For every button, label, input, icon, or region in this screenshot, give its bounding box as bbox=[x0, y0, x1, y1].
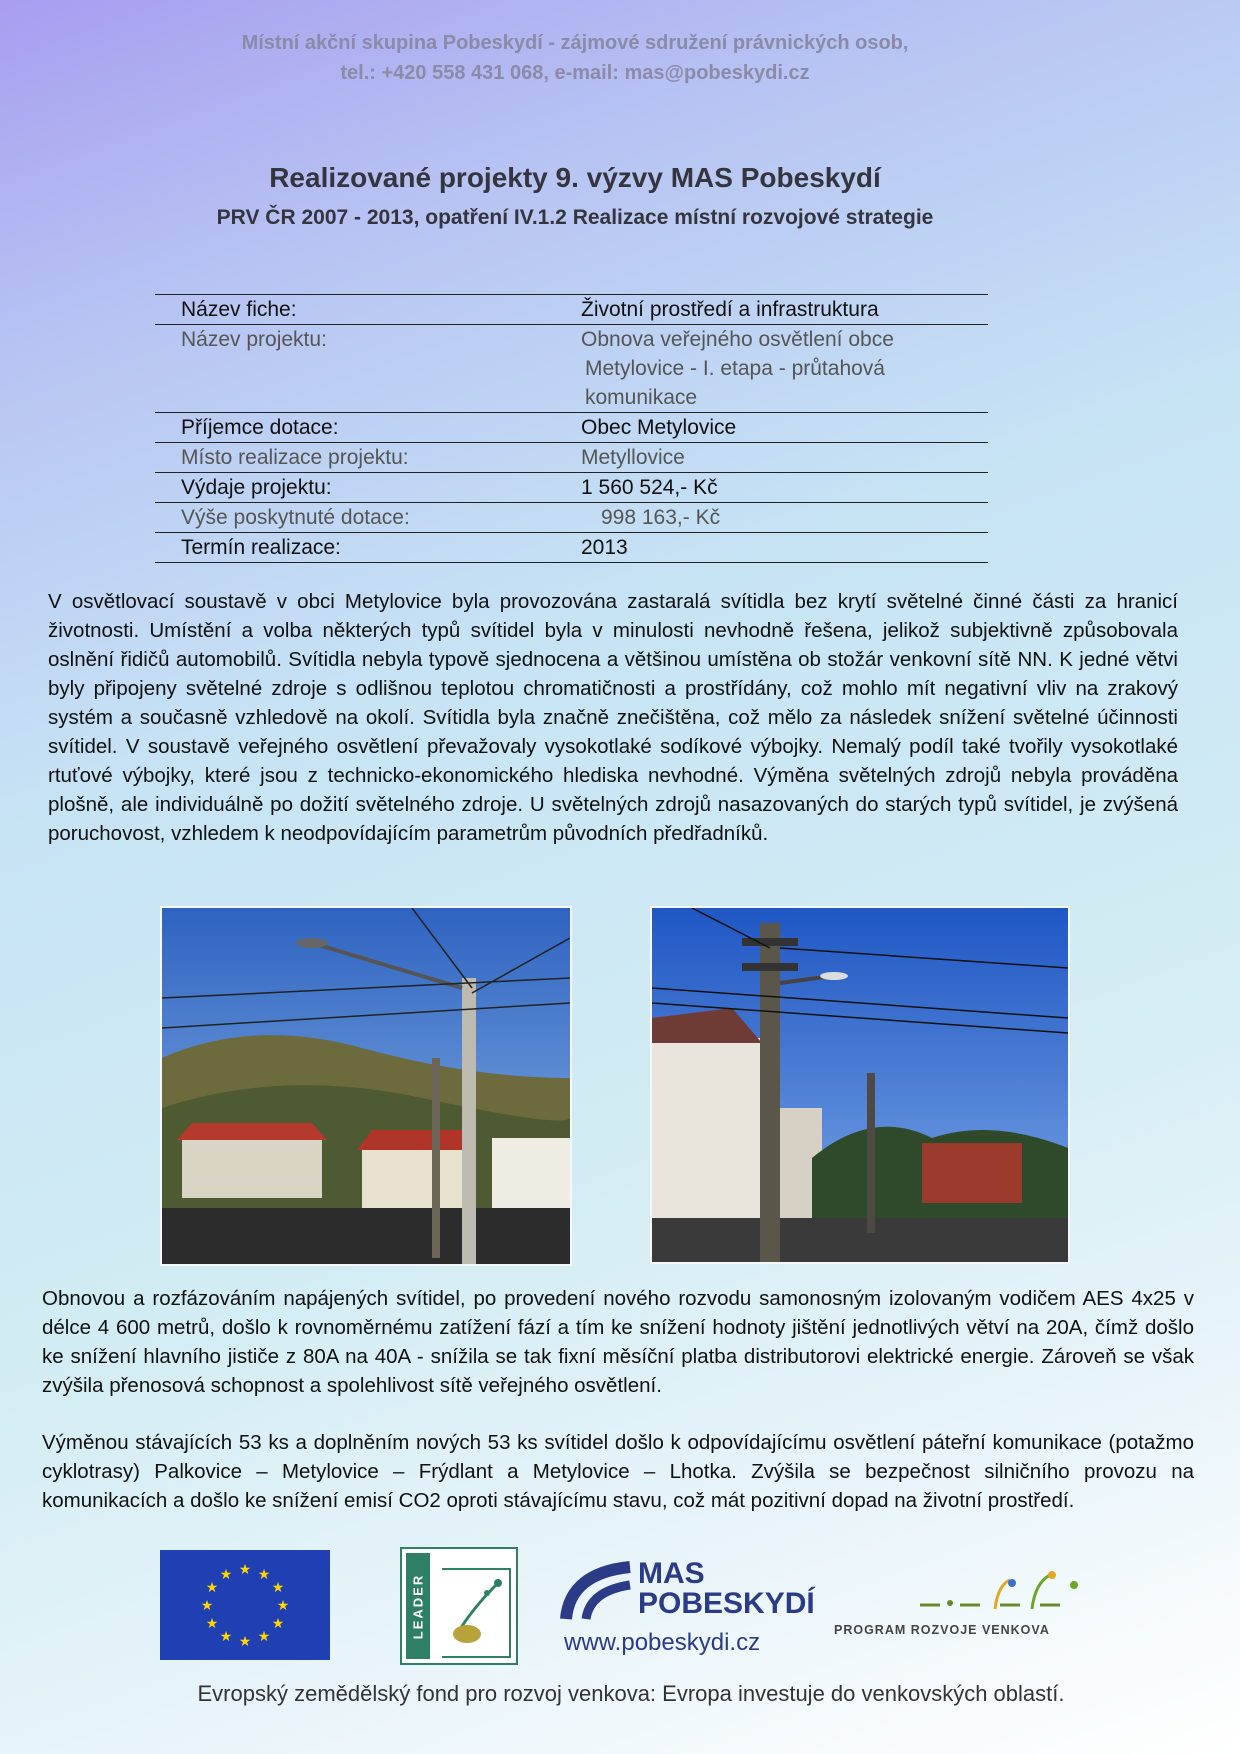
mas-logo-title bbox=[638, 1559, 815, 1619]
svg-text:★: ★ bbox=[238, 1561, 252, 1577]
sponsor-logos bbox=[160, 1547, 1110, 1665]
page-title: Realizované projekty 9. výzvy MAS Pobeskydí bbox=[269, 162, 881, 193]
info-row-fiche bbox=[155, 295, 988, 325]
svg-text:★: ★ bbox=[257, 1628, 271, 1644]
svg-text:★: ★ bbox=[257, 1566, 271, 1582]
eu-flag-logo bbox=[160, 1550, 330, 1660]
info-value-line: Obnova veřejného osvětlení obce bbox=[581, 328, 894, 351]
svg-text:★: ★ bbox=[205, 1615, 219, 1631]
paragraph-renovation-result: Obnovou a rozfázováním napájených svítidel, po provedení nového rozvodu samonosným izolovaným vodičem AES 4x25 v délce 4 600 metrů, došlo k rovnoměrnému zatížení fází a tím ke snížení hodnoty jištění jednotlivých větví na 20A, čímž došlo ke snížení hlavního jističe z 80A na 40A - snížila se tak fixní měsíční platba distributorovi elektrické energie. Zároveň se však zvýšila přenosová schopnost a spolehlivost sítě veřejného osvětlení. bbox=[42, 1287, 1194, 1397]
info-value: Metyllovice bbox=[581, 446, 685, 469]
header-line-2: tel.: +420 558 431 068, e-mail: mas@pobeskydi.cz bbox=[340, 62, 810, 84]
svg-text:★: ★ bbox=[271, 1615, 285, 1631]
svg-text:★: ★ bbox=[219, 1566, 233, 1582]
info-value-line: Metylovice - I. etapa - průtahová bbox=[585, 357, 885, 380]
info-value: 1 560 524,- Kč bbox=[581, 476, 718, 499]
svg-text:★: ★ bbox=[200, 1597, 214, 1613]
paragraph-original-state: V osvětlovací soustavě v obci Metylovice byla provozována zastaralá svítidla bez krytí světelné činné části za hranicí životnosti. Umístění a volba některých typů svítidel byla v minulosti nevhodně řešena, jelikož subjektivně způsobovala oslnění řidičů automobilů. Svítidla nebyla typově sjednocena a většinou umístěna ob stožár venkovní sítě NN. K jedné větvi byly připojeny světelné zdroje s odlišnou teplotou chromatičnosti a prostřídány, což mohlo mít negativní vliv na zrakový systém a současně vzhledově na okolí. Svítidla byla značně znečištěna, což mělo za následek snížení světelné účinnosti svítidel. V soustavě veřejného osvětlení převažovaly vysokotlaké sodíkové výbojky. Nemalý podíl také tvořily vysokotlaké rtuťové výbojky, které jsou z technicko-ekonomického hlediska nevhodné. Výměna světelných zdrojů nebyla prováděna plošně, ale individuálně po dožití světelného zdroje. U světelných zdrojů nasazovaných do starých typů svítidel, je zvýšená poruchovost, vzhledem k neodpovídajícím parametrům původních předřadníků. bbox=[48, 590, 1178, 845]
svg-text:★: ★ bbox=[219, 1628, 233, 1644]
info-row-location bbox=[155, 443, 988, 473]
svg-text:★: ★ bbox=[271, 1579, 285, 1595]
info-value-line: komunikace bbox=[585, 386, 698, 409]
info-label: Název projektu: bbox=[181, 328, 327, 351]
leader-logo-text: LEADER bbox=[410, 1573, 426, 1640]
info-row-subsidy bbox=[155, 503, 988, 533]
photo-street-lights-village bbox=[160, 906, 572, 1266]
info-label: Místo realizace projektu: bbox=[181, 446, 409, 469]
info-row-expenses bbox=[155, 473, 988, 503]
info-value: Obec Metylovice bbox=[581, 416, 737, 439]
svg-text:★: ★ bbox=[238, 1633, 252, 1649]
info-row-project-name bbox=[155, 325, 988, 413]
info-value: Životní prostředí a infrastruktura bbox=[581, 298, 879, 321]
mas-pobeskydi-logo bbox=[560, 1557, 815, 1659]
project-info-table bbox=[155, 294, 988, 563]
info-label: Příjemce dotace: bbox=[181, 416, 339, 439]
page-subtitle: PRV ČR 2007 - 2013, opatření IV.1.2 Realizace místní rozvojové strategie bbox=[216, 206, 934, 229]
info-label: Termín realizace: bbox=[181, 536, 341, 559]
program-rozvoje-venkova-logo bbox=[820, 1565, 1095, 1660]
mas-logo-line-1: MAS bbox=[638, 1557, 705, 1590]
info-value: 2013 bbox=[581, 536, 628, 559]
info-value bbox=[581, 325, 988, 412]
paragraph-replacement-result: Výměnou stávajících 53 ks a doplněním nových 53 ks svítidel došlo k odpovídajícímu osvětlení páteřní komunikace (potažmo cyklotrasy) Palkovice – Metylovice – Frýdlant a Metylovice – Lhotka. Zvýšila se bezpečnost silničního provozu na komunikacích a došlo ke snížení emisí CO2 oproti stávajícímu stavu, což mát pozitivní dopad na životní prostředí. bbox=[42, 1431, 1194, 1512]
mas-logo-url: www.pobeskydi.cz bbox=[564, 1629, 761, 1656]
info-value: 998 163,- Kč bbox=[601, 506, 721, 529]
leader-logo bbox=[400, 1547, 518, 1665]
header-line-1: Místní akční skupina Pobeskydí - zájmové sdružení právnických osob, bbox=[241, 32, 909, 54]
photo-utility-pole bbox=[650, 906, 1070, 1264]
info-row-recipient bbox=[155, 413, 988, 443]
svg-text:★: ★ bbox=[205, 1579, 219, 1595]
prv-logo-text: PROGRAM ROZVOJE VENKOVA bbox=[834, 1623, 1050, 1637]
info-label: Výše poskytnuté dotace: bbox=[181, 506, 410, 529]
mas-logo-line-2: POBESKYDÍ bbox=[638, 1587, 815, 1620]
organization-header bbox=[0, 28, 1150, 88]
info-label: Název fiche: bbox=[181, 298, 297, 321]
info-label: Výdaje projektu: bbox=[181, 476, 332, 499]
svg-text:★: ★ bbox=[276, 1597, 290, 1613]
info-row-term bbox=[155, 533, 988, 563]
footer-eafrd-statement: Evropský zemědělský fond pro rozvoj venkova: Evropa investuje do venkovských oblastí. bbox=[197, 1681, 1065, 1706]
